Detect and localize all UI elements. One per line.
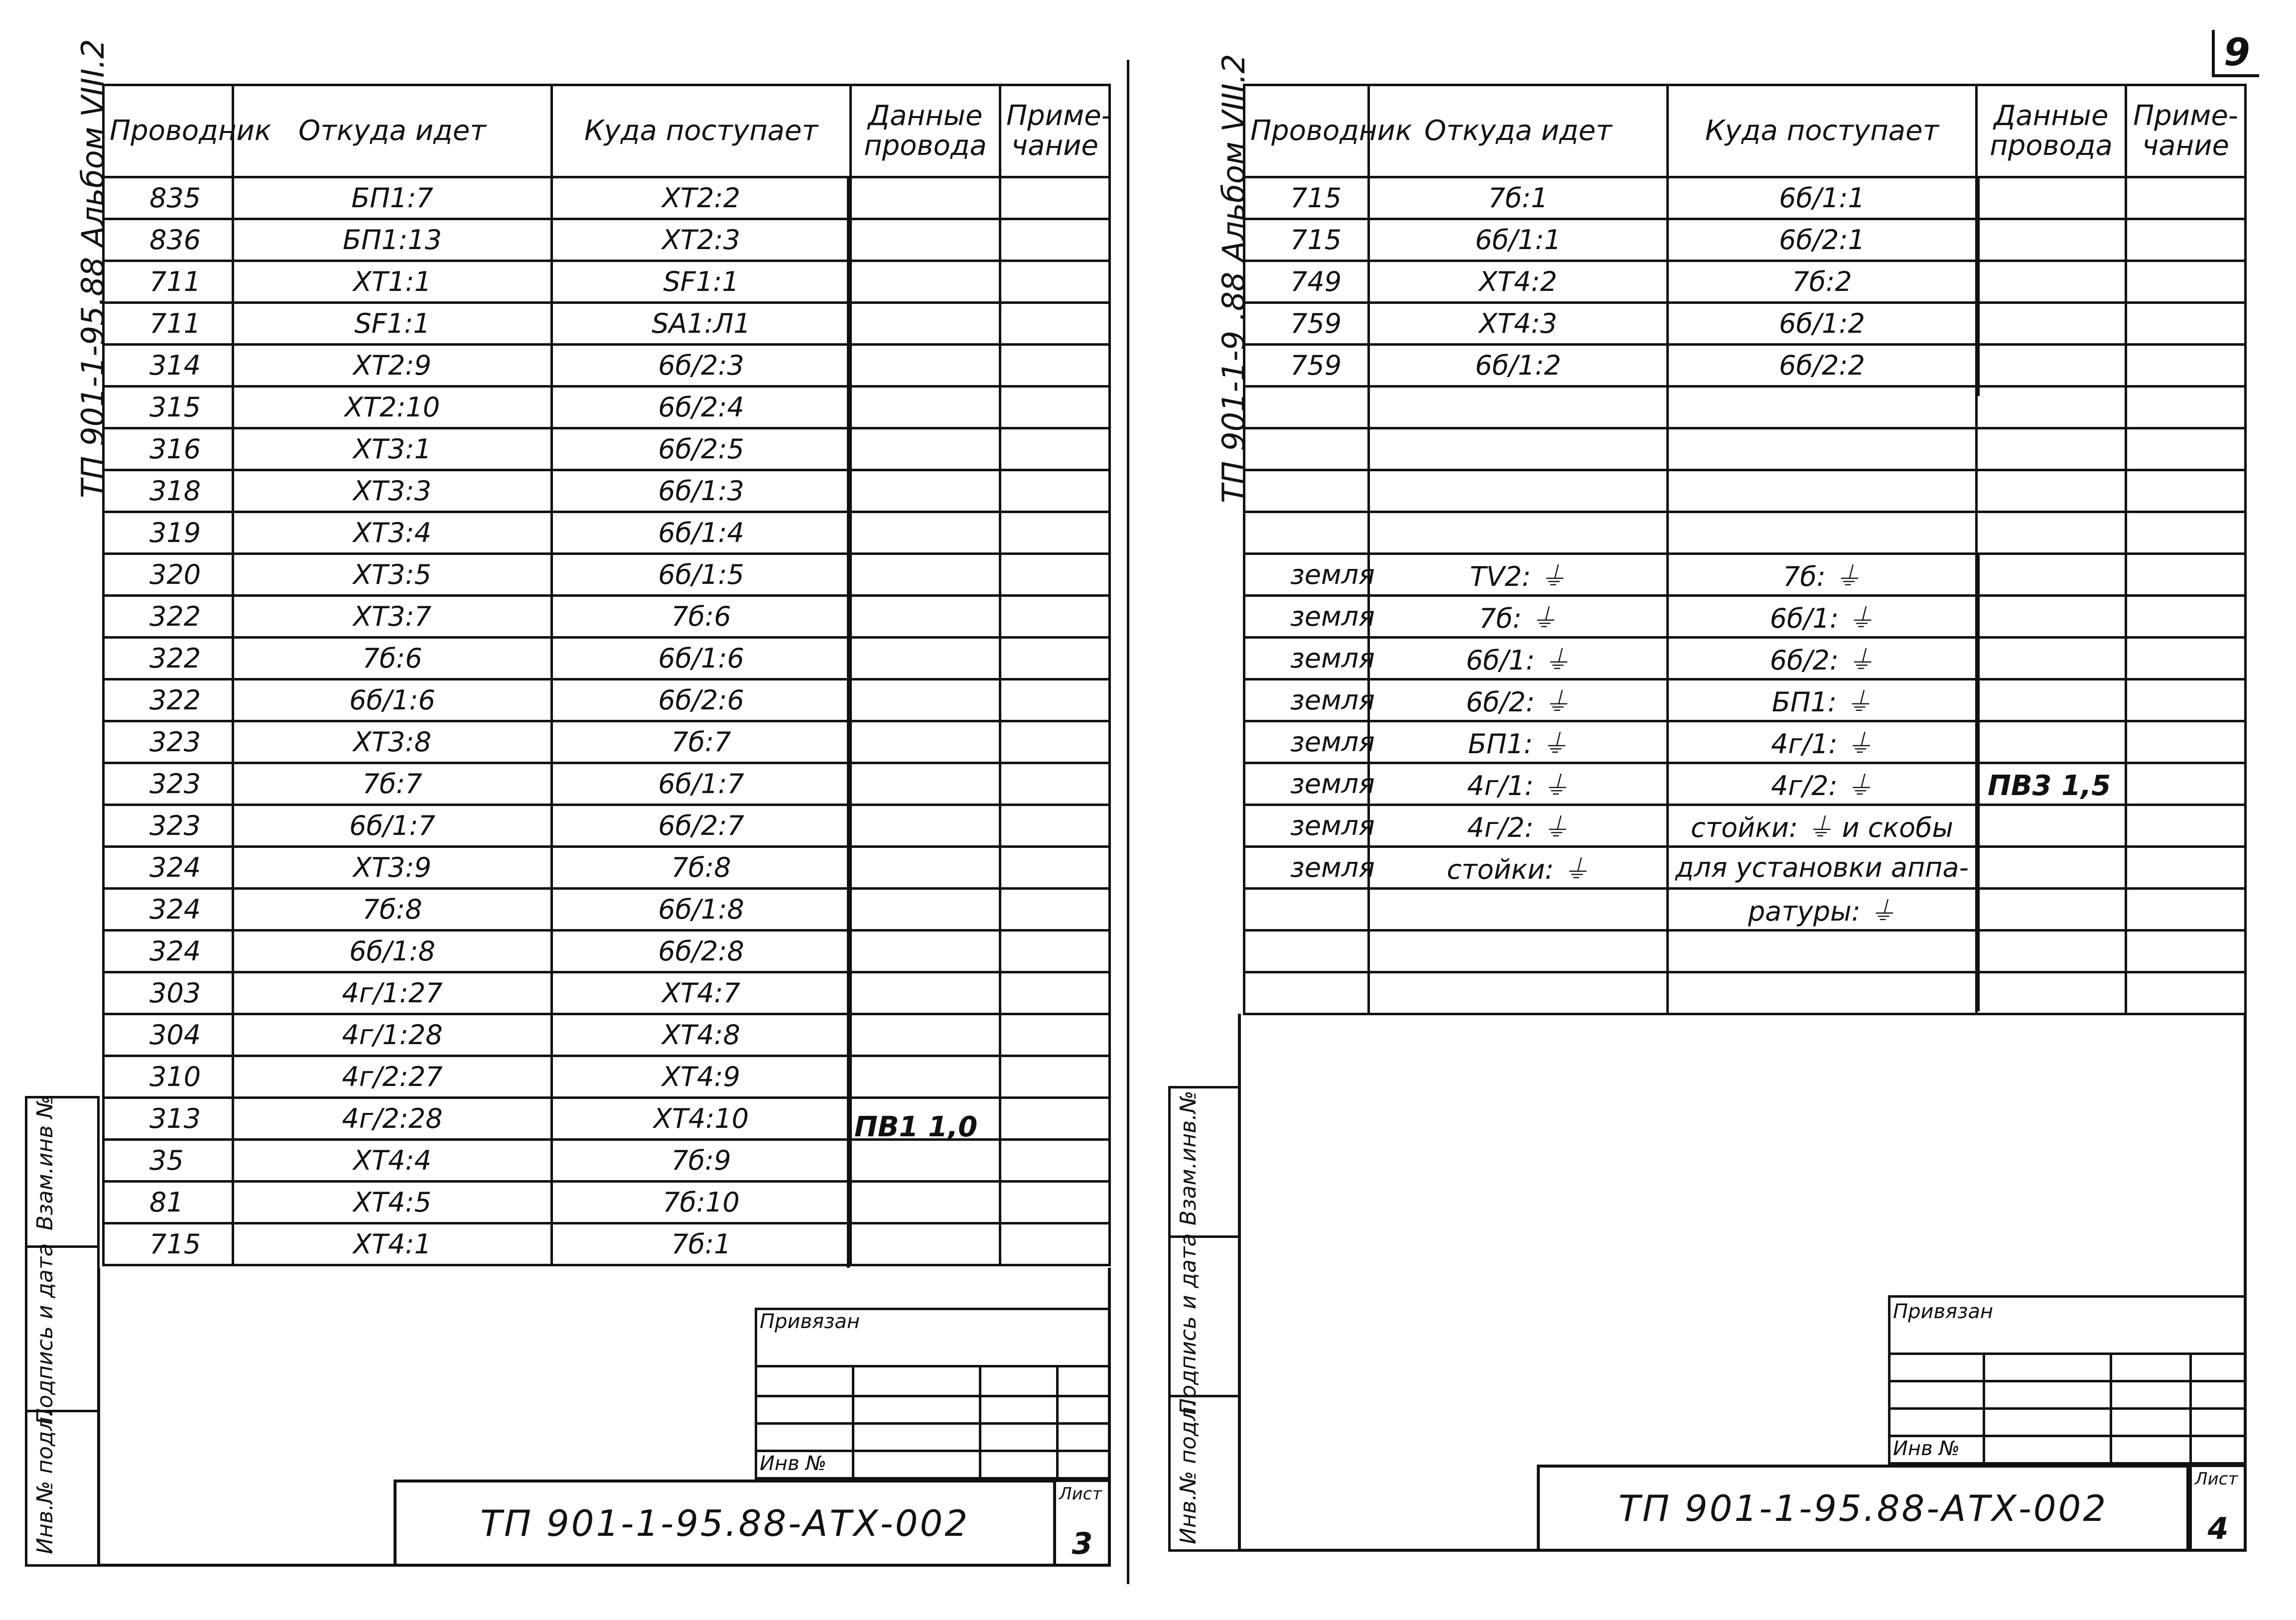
table-row <box>1244 638 2246 679</box>
cell-from: 7б:6 <box>233 638 552 679</box>
cell-from: БП1:7 <box>233 177 552 219</box>
left-inv-label: Инв № <box>760 1452 826 1475</box>
table-row <box>1244 972 2246 1014</box>
cell-wire-data <box>1977 261 2126 303</box>
cell-to: ХТ2:2 <box>552 177 851 219</box>
cell-note <box>2126 889 2246 931</box>
table-row <box>1244 721 2246 763</box>
cell-from: 7б:1 <box>1369 177 1668 219</box>
cell-from: SF1:1 <box>233 303 552 345</box>
cell-from: ХТ3:5 <box>233 554 552 596</box>
page-number: 9 <box>2212 30 2259 77</box>
cell-to: 6б/1:4 <box>552 512 851 554</box>
cell-conductor <box>1244 972 1369 1014</box>
cell-from: 7б: ⏚ <box>1369 596 1668 638</box>
cell-from: ХТ2:10 <box>233 387 552 428</box>
left-sheet-label: Лист <box>1059 1484 1102 1504</box>
cell-conductor: 315 <box>104 387 233 428</box>
cell-from: 7б:8 <box>233 889 552 931</box>
cell-conductor: 835 <box>104 177 233 219</box>
cell-from: 4г/1: ⏚ <box>1369 763 1668 805</box>
cell-conductor: 323 <box>104 763 233 805</box>
cell-wire-data <box>1977 177 2126 219</box>
cell-to <box>1668 387 1977 428</box>
right-doc-code: ТП 901-1-95.88-АТХ-002 <box>1537 1465 2189 1552</box>
header-wire-data: Данные провода <box>1977 85 2126 177</box>
header-to: Куда поступает <box>1668 85 1977 177</box>
cell-from: БП1: ⏚ <box>1369 721 1668 763</box>
cell-to: ХТ4:7 <box>552 972 851 1014</box>
cell-note <box>2126 512 2246 554</box>
cell-conductor: земля <box>1244 679 1369 721</box>
table-row <box>1244 428 2246 470</box>
cell-conductor: 711 <box>104 303 233 345</box>
cell-note <box>2126 261 2246 303</box>
left-wire-data: ПВ1 1,0 <box>854 1111 978 1143</box>
cell-from: ХТ4:5 <box>233 1182 552 1223</box>
cell-to: ХТ4:8 <box>552 1014 851 1056</box>
header-note: Приме-чание <box>1000 85 1110 177</box>
left-stamp-label-replace: Взам.инв № <box>32 1095 58 1230</box>
table-row <box>1244 805 2246 847</box>
cell-note <box>2126 387 2246 428</box>
cell-conductor: земля <box>1244 554 1369 596</box>
cell-conductor: земля <box>1244 596 1369 638</box>
cell-to: 6б/2:1 <box>1668 219 1977 261</box>
cell-conductor <box>1244 931 1369 972</box>
cell-from: ХТ4:4 <box>233 1140 552 1182</box>
cell-to: 6б/2:8 <box>552 931 851 972</box>
cell-note <box>2126 470 2246 512</box>
right-privyazan-label: Привязан <box>1893 1300 1994 1323</box>
cell-conductor: 715 <box>1244 219 1369 261</box>
cell-to: 6б/2:7 <box>552 805 851 847</box>
cell-from: 4г/2: ⏚ <box>1369 805 1668 847</box>
table-row <box>1244 177 2246 219</box>
cell-from <box>1369 972 1668 1014</box>
cell-wire-data <box>1977 345 2126 387</box>
table-row <box>1244 387 2246 428</box>
cell-to: БП1: ⏚ <box>1668 679 1977 721</box>
cell-from: 6б/1:6 <box>233 679 552 721</box>
cell-from: ХТ2:9 <box>233 345 552 387</box>
header-to: Куда поступает <box>552 85 851 177</box>
cell-to: 6б/1: ⏚ <box>1668 596 1977 638</box>
cell-from: ХТ3:8 <box>233 721 552 763</box>
cell-note <box>2126 554 2246 596</box>
cell-wire-data <box>1977 889 2126 931</box>
left-privyazan-label: Привязан <box>760 1310 860 1333</box>
cell-conductor: 715 <box>1244 177 1369 219</box>
table-row <box>1244 512 2246 554</box>
cell-conductor: 836 <box>104 219 233 261</box>
cell-conductor: 323 <box>104 721 233 763</box>
cell-wire-data <box>1977 972 2126 1014</box>
cell-from: 6б/2: ⏚ <box>1369 679 1668 721</box>
left-sheet-number: 3 <box>1072 1526 1093 1561</box>
cell-from: 6б/1:1 <box>1369 219 1668 261</box>
cell-conductor: 715 <box>104 1223 233 1265</box>
cell-conductor: 318 <box>104 470 233 512</box>
cell-from: 7б:7 <box>233 763 552 805</box>
cell-note <box>2126 972 2246 1014</box>
cell-conductor: 319 <box>104 512 233 554</box>
table-row <box>1244 219 2246 261</box>
cell-conductor: 749 <box>1244 261 1369 303</box>
cell-from: ХТ3:3 <box>233 470 552 512</box>
cell-to: ХТ2:3 <box>552 219 851 261</box>
cell-from: TV2: ⏚ <box>1369 554 1668 596</box>
cell-conductor: земля <box>1244 721 1369 763</box>
cell-from: ХТ3:7 <box>233 596 552 638</box>
table-row <box>1244 261 2246 303</box>
header-note: Приме-чание <box>2126 85 2246 177</box>
cell-to: 6б/2: ⏚ <box>1668 638 1977 679</box>
cell-wire-data <box>1977 596 2126 638</box>
cell-to <box>1668 512 1977 554</box>
cell-from: 4г/2:27 <box>233 1056 552 1098</box>
cell-conductor: земля <box>1244 847 1369 889</box>
table-row <box>1244 679 2246 721</box>
right-sheet-number: 4 <box>2207 1511 2229 1546</box>
cell-note <box>2126 847 2246 889</box>
cell-to: 6б/2:5 <box>552 428 851 470</box>
left-stamp-label-signature: Подпись и дата <box>32 1243 58 1425</box>
cell-to: 4г/1: ⏚ <box>1668 721 1977 763</box>
cell-note <box>2126 345 2246 387</box>
cell-wire-data <box>1977 931 2126 972</box>
table-row <box>1244 554 2246 596</box>
cell-conductor: 759 <box>1244 303 1369 345</box>
cell-conductor: 324 <box>104 847 233 889</box>
cell-wire-data <box>1977 805 2126 847</box>
cell-note <box>2126 763 2246 805</box>
cell-conductor: 320 <box>104 554 233 596</box>
cell-conductor: 324 <box>104 889 233 931</box>
cell-from <box>1369 512 1668 554</box>
cell-wire-data <box>1977 512 2126 554</box>
cell-wire-data <box>1977 303 2126 345</box>
cell-note <box>2126 177 2246 219</box>
cell-to: 6б/1:5 <box>552 554 851 596</box>
cell-to: стойки: ⏚ и скобы <box>1668 805 1977 847</box>
cell-wire-data <box>1977 219 2126 261</box>
cell-note <box>2126 805 2246 847</box>
cell-note <box>2126 638 2246 679</box>
cell-conductor: земля <box>1244 638 1369 679</box>
right-sheet-label: Лист <box>2195 1469 2238 1489</box>
right-stamp-label-replace: Взам.инв.№ <box>1176 1090 1201 1225</box>
cell-to: SF1:1 <box>552 261 851 303</box>
left-side-label: ТП 901-1-95.88 Альбом VIII.2 <box>75 39 111 498</box>
cell-conductor: 322 <box>104 679 233 721</box>
cell-to: 6б/1:6 <box>552 638 851 679</box>
cell-conductor: 322 <box>104 638 233 679</box>
cell-from: ХТ1:1 <box>233 261 552 303</box>
table-row <box>1244 931 2246 972</box>
cell-to: 7б: ⏚ <box>1668 554 1977 596</box>
cell-from <box>1369 428 1668 470</box>
cell-from: 4г/2:28 <box>233 1098 552 1140</box>
cell-conductor: 310 <box>104 1056 233 1098</box>
cell-conductor <box>1244 512 1369 554</box>
cell-conductor: 304 <box>104 1014 233 1056</box>
cell-to: 6б/2:4 <box>552 387 851 428</box>
cell-from: 6б/1:8 <box>233 931 552 972</box>
cell-to: 7б:9 <box>552 1140 851 1182</box>
cell-wire-data <box>1977 470 2126 512</box>
left-stamp-label-inv: Инв.№ подл. <box>32 1410 58 1554</box>
header-conductor: Проводник <box>1244 85 1369 177</box>
table-row <box>1244 345 2246 387</box>
cell-from: 6б/1:2 <box>1369 345 1668 387</box>
cell-conductor <box>1244 889 1369 931</box>
cell-conductor: 759 <box>1244 345 1369 387</box>
cell-to: 6б/1:7 <box>552 763 851 805</box>
cell-to: 7б:6 <box>552 596 851 638</box>
cell-note <box>2126 596 2246 638</box>
cell-conductor <box>1244 387 1369 428</box>
right-stamp-label-inv: Инв.№ подл. <box>1176 1400 1201 1544</box>
cell-conductor <box>1244 470 1369 512</box>
cell-wire-data <box>1977 428 2126 470</box>
header-conductor: Проводник <box>104 85 233 177</box>
cell-to: 4г/2: ⏚ <box>1668 763 1977 805</box>
cell-to: ратуры: ⏚ <box>1668 889 1977 931</box>
cell-from: ХТ3:1 <box>233 428 552 470</box>
cell-wire-data <box>1977 387 2126 428</box>
right-side-label: ТП 901-1-9 .88 Альбом VIII.2 <box>1216 54 1252 503</box>
cell-to: 6б/2:3 <box>552 345 851 387</box>
cell-conductor: 323 <box>104 805 233 847</box>
cell-to <box>1668 972 1977 1014</box>
cell-wire-data <box>1977 554 2126 596</box>
cell-from: ХТ4:3 <box>1369 303 1668 345</box>
cell-to <box>1668 428 1977 470</box>
table-row <box>1244 596 2246 638</box>
cell-conductor: 711 <box>104 261 233 303</box>
cell-from <box>1369 931 1668 972</box>
table-row <box>1244 889 2246 931</box>
cell-from: 6б/1: ⏚ <box>1369 638 1668 679</box>
right-wire-brace-top <box>1977 177 1980 396</box>
cell-from: ХТ3:4 <box>233 512 552 554</box>
cell-to: 7б:7 <box>552 721 851 763</box>
cell-from: ХТ4:2 <box>1369 261 1668 303</box>
cell-conductor: 35 <box>104 1140 233 1182</box>
cell-to: 7б:1 <box>552 1223 851 1265</box>
cell-from: 4г/1:28 <box>233 1014 552 1056</box>
cell-wire-data <box>1977 679 2126 721</box>
cell-conductor: 313 <box>104 1098 233 1140</box>
table-row <box>1244 847 2246 889</box>
right-stamp-label-signature: Подпись и дата <box>1176 1233 1201 1415</box>
cell-conductor: земля <box>1244 805 1369 847</box>
right-wire-table <box>1243 84 2247 1015</box>
cell-conductor: 324 <box>104 931 233 972</box>
cell-to: 6б/1:1 <box>1668 177 1977 219</box>
cell-note <box>2126 679 2246 721</box>
cell-conductor: 303 <box>104 972 233 1014</box>
cell-to: для установки аппа- <box>1668 847 1977 889</box>
cell-note <box>2126 303 2246 345</box>
cell-conductor: 314 <box>104 345 233 387</box>
cell-to <box>1668 470 1977 512</box>
cell-note <box>2126 219 2246 261</box>
left-doc-code: ТП 901-1-95.88-АТХ-002 <box>394 1480 1056 1567</box>
cell-wire-data <box>1977 847 2126 889</box>
cell-wire-data <box>1977 721 2126 763</box>
right-wire-brace-bottom <box>1977 553 1980 1011</box>
cell-to: 6б/1:8 <box>552 889 851 931</box>
cell-from: 4г/1:27 <box>233 972 552 1014</box>
cell-from: БП1:13 <box>233 219 552 261</box>
cell-to <box>1668 931 1977 972</box>
cell-to: 6б/2:6 <box>552 679 851 721</box>
cell-from <box>1369 470 1668 512</box>
header-from: Откуда идет <box>233 85 552 177</box>
cell-to: 7б:2 <box>1668 261 1977 303</box>
right-wire-data: ПВ3 1,5 <box>1988 770 2111 802</box>
right-inv-label: Инв № <box>1893 1437 1960 1460</box>
right-sheet-box <box>2189 1465 2247 1552</box>
cell-conductor <box>1244 428 1369 470</box>
cell-wire-data <box>1977 638 2126 679</box>
cell-conductor: земля <box>1244 763 1369 805</box>
cell-to: ХТ4:10 <box>552 1098 851 1140</box>
cell-note <box>2126 931 2246 972</box>
cell-conductor: 316 <box>104 428 233 470</box>
cell-to: 7б:8 <box>552 847 851 889</box>
header-wire-data: Данные провода <box>851 85 1000 177</box>
cell-from: 6б/1:7 <box>233 805 552 847</box>
cell-note <box>2126 721 2246 763</box>
cell-from <box>1369 889 1668 931</box>
cell-note <box>2126 428 2246 470</box>
cell-from <box>1369 387 1668 428</box>
cell-from: стойки: ⏚ <box>1369 847 1668 889</box>
cell-to: 6б/2:2 <box>1668 345 1977 387</box>
cell-conductor: 322 <box>104 596 233 638</box>
table-row <box>1244 303 2246 345</box>
cell-to: ХТ4:9 <box>552 1056 851 1098</box>
cell-to: 7б:10 <box>552 1182 851 1223</box>
header-from: Откуда идет <box>1369 85 1668 177</box>
cell-to: 6б/1:3 <box>552 470 851 512</box>
cell-conductor: 81 <box>104 1182 233 1223</box>
cell-to: 6б/1:2 <box>1668 303 1977 345</box>
cell-to: SA1:Л1 <box>552 303 851 345</box>
cell-from: ХТ3:9 <box>233 847 552 889</box>
table-row <box>1244 470 2246 512</box>
cell-from: ХТ4:1 <box>233 1223 552 1265</box>
